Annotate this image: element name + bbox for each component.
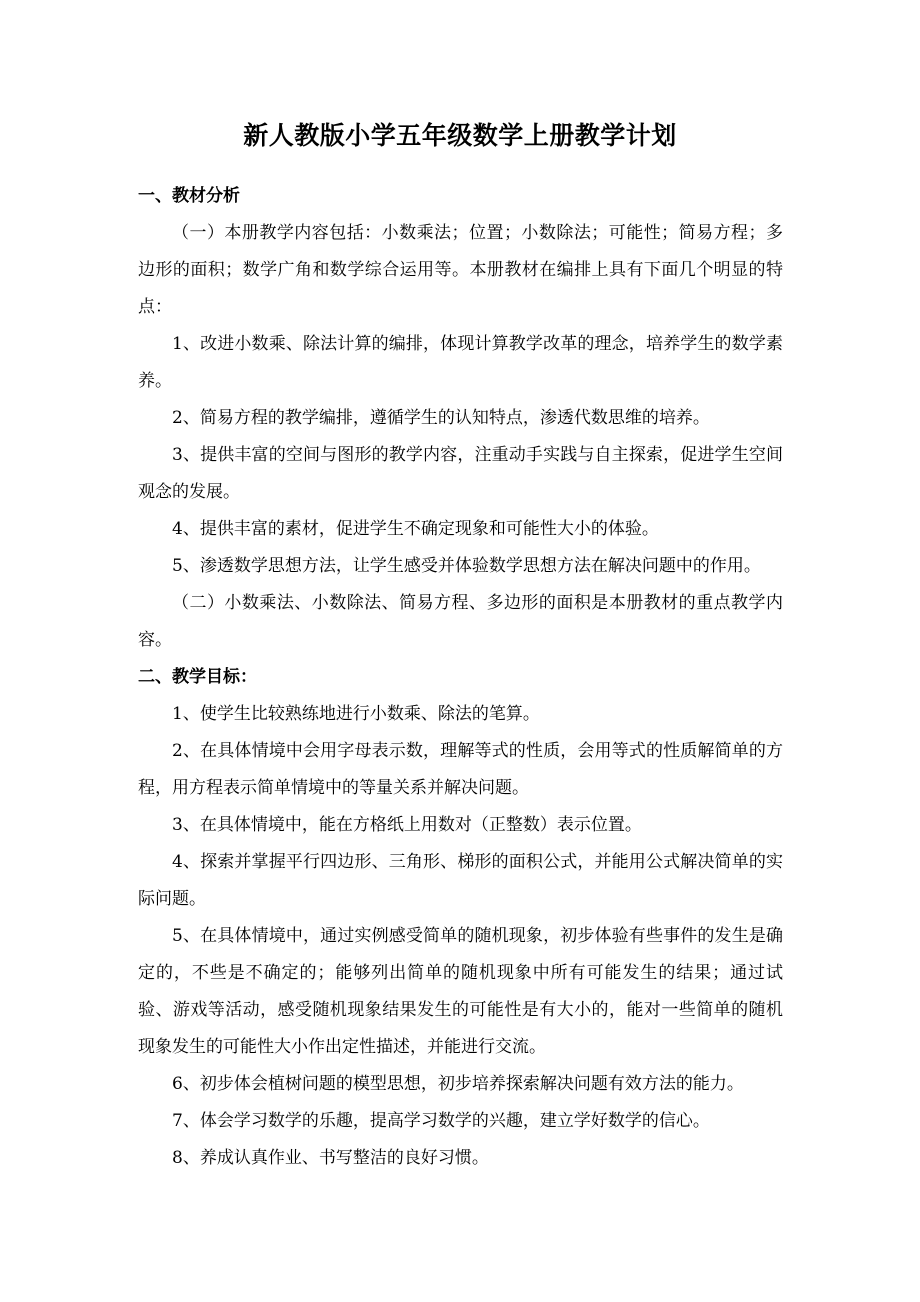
list-item: 2、在具体情境中会用字母表示数，理解等式的性质，会用等式的性质解简单的方程，用方程表示简单情境中的等量关系并解决问题。 [138, 741, 783, 798]
section-heading-material-analysis: 一、教材分析 [138, 186, 240, 206]
list-item: 1、改进小数乘、除法计算的编排，体现计算教学改革的理念，培养学生的数学素养。 [138, 334, 783, 391]
list-item: 5、渗透数学思想方法，让学生感受并体验数学思想方法在解决问题中的作用。 [172, 556, 761, 576]
list-item: 3、提供丰富的空间与图形的教学内容，注重动手实践与自主探索，促进学生空间观念的发展。 [138, 445, 783, 502]
list-item: 6、初步体会植树问题的模型思想，初步培养探索解决问题有效方法的能力。 [172, 1074, 744, 1094]
list-item: 2、简易方程的教学编排，遵循学生的认知特点，渗透代数思维的培养。 [172, 408, 710, 428]
list-item: 8、养成认真作业、书写整洁的良好习惯。 [172, 1148, 489, 1168]
list-item: 7、体会学习数学的乐趣，提高学习数学的兴趣，建立学好数学的信心。 [172, 1111, 710, 1131]
list-item: 4、提供丰富的素材，促进学生不确定现象和可能性大小的体验。 [172, 519, 659, 539]
paragraph-key-content: （二）小数乘法、小数除法、简易方程、多边形的面积是本册教材的重点教学内容。 [138, 593, 783, 650]
list-item: 3、在具体情境中，能在方格纸上用数对（正整数）表示位置。 [172, 815, 642, 835]
list-item: 5、在具体情境中，通过实例感受简单的随机现象，初步体验有些事件的发生是确定的，不些是不确定的；能够列出简单的随机现象中所有可能发生的结果；通过试验、游戏等活动，感受随机现象结果发生的可能性是有大小的，能对一些简单的随机现象发生的可能性大小作出定性描述，并能进行交流。 [138, 926, 783, 1057]
document-body [138, 178, 783, 1177]
list-item: 4、探索并掌握平行四边形、三角形、梯形的面积公式，并能用公式解决简单的实际问题。 [138, 852, 783, 909]
document-title: 新人教版小学五年级数学上册教学计划 [243, 121, 677, 150]
paragraph-content-intro: （一）本册教学内容包括：小数乘法；位置；小数除法；可能性；简易方程；多边形的面积；数学广角和数学综合运用等。本册教材在编排上具有下面几个明显的特点： [138, 223, 783, 317]
section-heading-teaching-goals: 二、教学目标： [138, 667, 257, 687]
list-item: 1、使学生比较熟练地进行小数乘、除法的笔算。 [172, 704, 540, 724]
